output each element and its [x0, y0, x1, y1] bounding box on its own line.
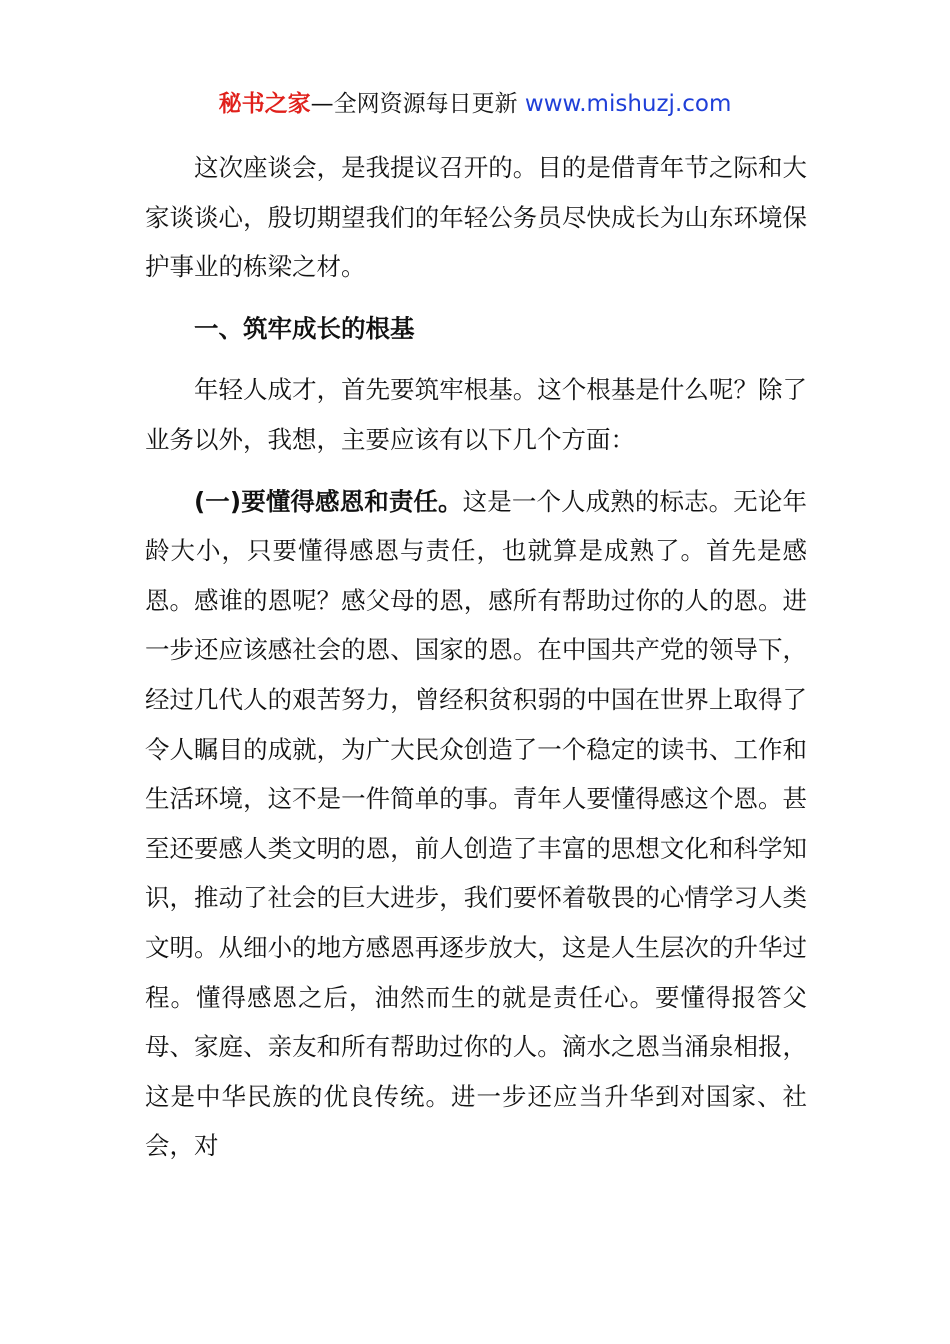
header-tagline: —全网资源每日更新: [310, 91, 518, 117]
header-url-link[interactable]: www.mishuzj.com: [524, 91, 732, 117]
section-heading: 一、筑牢成长的根基: [194, 313, 415, 343]
point-one-paragraph: [145, 477, 807, 1171]
intro-paragraph: 这次座谈会，是我提议召开的。目的是借青年节之际和大家谈谈心，殷切期望我们的年轻公务员尽快成长为山东环境保护事业的栋梁之材。: [145, 153, 807, 282]
point-one-text: 这是一个人成熟的标志。无论年龄大小，只要懂得感恩与责任，也就算是成熟了。首先是感恩。感谁的恩呢？感父母的恩，感所有帮助过你的人的恩。进一步还应该感社会的恩、国家的恩。在中国共产党的领导下，经过几代人的艰苦努力，曾经积贫积弱的中国在世界上取得了令人瞩目的成就，为广大民众创造了一个稳定的读书、工作和生活环境，这不是一件简单的事。青年人要懂得感这个恩。甚至还要感人类文明的恩，前人创造了丰富的思想文化和科学知识，推动了社会的巨大进步，我们要怀着敬畏的心情学习人类文明。从细小的地方感恩再逐步放大，这是人生层次的升华过程。懂得感恩之后，油然而生的就是责任心。要懂得报答父母、家庭、亲友和所有帮助过你的人。滴水之恩当涌泉相报，这是中华民族的优良传统。进一步还应当升华到对国家、社会，对: [145, 486, 807, 1161]
page-header: [0, 86, 950, 122]
point-one-title: (一)要懂得感恩和责任。: [194, 486, 463, 516]
header-brand: 秘书之家: [218, 91, 311, 117]
document-body: [145, 143, 807, 1171]
section-intro-paragraph: 年轻人成才，首先要筑牢根基。这个根基是什么呢？除了业务以外，我想，主要应该有以下几个方面：: [145, 375, 807, 454]
